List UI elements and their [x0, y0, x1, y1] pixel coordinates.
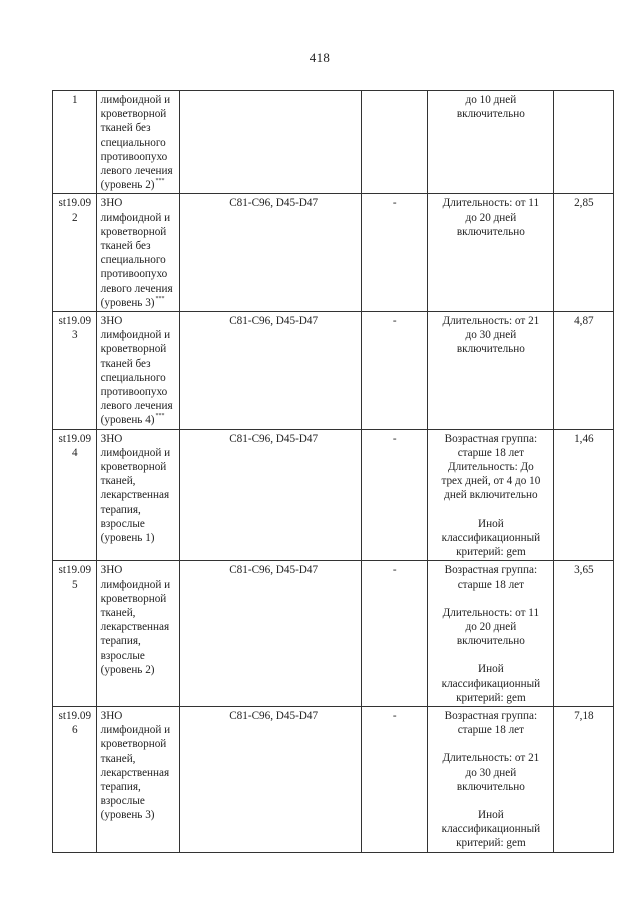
cell-other-criteria-line: классификационный	[441, 823, 541, 836]
cell-coefficient: 7,18	[553, 706, 613, 852]
footnote-mark: ***	[155, 178, 165, 185]
cell-other-criteria-line: Иной	[478, 663, 504, 676]
cell-code-line: 4	[72, 446, 78, 459]
cell-icd-codes: C81-C96, D45-D47	[179, 561, 361, 707]
cell-other-criteria-line: критерий: gem	[456, 837, 526, 850]
cell-name-line: специального	[100, 136, 166, 149]
cell-icd-codes	[179, 91, 361, 194]
cell-name-line: терапия,	[100, 780, 141, 793]
cell-name-line: кроветворной	[100, 108, 167, 121]
cell-extra-codes: -	[361, 706, 427, 852]
table-row	[53, 91, 614, 194]
cell-coefficient: 4,87	[553, 312, 613, 430]
cell-other-criteria-line: Длительность: от 21	[442, 752, 540, 765]
cell-code-line: st19.09	[58, 564, 92, 577]
cell-other-criteria-line: до 30 дней	[465, 329, 517, 342]
cell-name-line: ЗНО	[100, 315, 123, 328]
cell-other-criteria-line: критерий: gem	[456, 691, 526, 704]
cell-code-line: st19.09	[58, 432, 92, 445]
cell-other-criteria-line: классификационный	[441, 531, 541, 544]
cell-name-line: левого лечения	[100, 400, 173, 413]
table-row	[53, 706, 614, 852]
footnote-mark: ***	[155, 295, 165, 302]
cell-other-criteria	[428, 706, 554, 852]
cell-other-criteria-line: включительно	[456, 225, 525, 238]
cell-icd-codes: C81-C96, D45-D47	[179, 312, 361, 430]
cell-name-line: взрослые	[100, 649, 145, 662]
cell-name-line: взрослые	[100, 517, 145, 530]
cell-other-criteria-line: включительно	[456, 635, 525, 648]
cell-other-criteria-line: дней включительно	[444, 489, 538, 502]
cell-name-line: ЗНО	[100, 197, 123, 210]
cell-other-criteria-line: старше 18 лет	[457, 446, 525, 459]
cell-code	[53, 429, 97, 561]
cell-name-line: терапия,	[100, 503, 141, 516]
cell-other-criteria-line: до 30 дней	[465, 766, 517, 779]
cell-name-line: кроветворной	[100, 592, 167, 605]
cell-other-criteria-line: включительно	[456, 108, 525, 121]
cell-other-criteria-line: Длительность: от 11	[442, 606, 540, 619]
cell-coefficient: 3,65	[553, 561, 613, 707]
cell-code	[53, 91, 97, 194]
cell-icd-codes: C81-C96, D45-D47	[179, 194, 361, 312]
table-row	[53, 312, 614, 430]
cell-name-line: тканей,	[100, 752, 136, 765]
cell-extra-codes: -	[361, 194, 427, 312]
cell-code-line: 1	[72, 94, 78, 106]
cell-other-criteria	[428, 429, 554, 561]
cell-other-criteria-line: включительно	[456, 343, 525, 356]
cell-other-criteria-line: Возрастная группа:	[444, 432, 538, 445]
cell-other-criteria-line: до 10 дней	[465, 94, 517, 106]
cell-name-line: тканей без	[100, 122, 151, 135]
cell-other-criteria-line: Длительность: от 21	[442, 315, 540, 328]
cell-name-line: лимфоидной и	[100, 446, 171, 459]
cell-name-line: специального	[100, 254, 166, 267]
cell-name-line: (уровень 3)	[100, 809, 155, 822]
cell-name-line: кроветворной	[100, 343, 167, 356]
cell-name-line: лимфоидной и	[100, 724, 171, 737]
cell-name-line: (уровень 2)	[100, 663, 155, 676]
cell-coefficient	[553, 91, 613, 194]
cell-name-line: тканей без	[100, 240, 151, 253]
cell-extra-codes: -	[361, 561, 427, 707]
cell-coefficient: 1,46	[553, 429, 613, 561]
cell-other-criteria-line: Длительность: До	[448, 461, 534, 474]
table-row	[53, 429, 614, 561]
cell-name-line: терапия,	[100, 635, 141, 648]
cell-other-criteria-line: критерий: gem	[456, 546, 526, 559]
cell-other-criteria	[428, 312, 554, 430]
cell-code-line: st19.09	[58, 197, 92, 210]
cell-name-line: (уровень 4)***	[100, 413, 165, 427]
cell-name-line: лимфоидной и	[100, 329, 171, 342]
cell-code-line: 6	[72, 724, 78, 737]
cell-code-line: st19.09	[58, 315, 92, 328]
cell-name	[96, 429, 179, 561]
cell-code-line: st19.09	[58, 709, 92, 722]
cell-name-line: левого лечения	[100, 165, 173, 178]
cell-name-line: лимфоидной и	[100, 578, 171, 591]
table-row	[53, 194, 614, 312]
cell-code	[53, 312, 97, 430]
cell-name-line: (уровень 3)***	[100, 295, 165, 309]
cell-name-line: лекарственная	[100, 489, 170, 502]
cell-name-line: тканей без	[100, 357, 151, 370]
cell-other-criteria-line: трех дней, от 4 до 10	[441, 475, 541, 488]
footnote-mark: ***	[155, 413, 165, 420]
cell-other-criteria-line: Возрастная группа:	[444, 564, 538, 577]
cell-name-line: лекарственная	[100, 621, 170, 634]
cell-coefficient: 2,85	[553, 194, 613, 312]
cell-other-criteria-line: до 20 дней	[465, 620, 517, 633]
cell-icd-codes: C81-C96, D45-D47	[179, 429, 361, 561]
cell-name-line: (уровень 1)	[100, 532, 155, 545]
cell-name-line: левого лечения	[100, 282, 173, 295]
cell-name-line: ЗНО	[100, 564, 123, 577]
cell-other-criteria-line: Возрастная группа:	[444, 709, 538, 722]
cell-name-line: (уровень 2)***	[100, 178, 165, 192]
cell-name-line: противоопухо	[100, 268, 168, 281]
cell-other-criteria	[428, 561, 554, 707]
cell-name-line: кроветворной	[100, 225, 167, 238]
cell-code	[53, 706, 97, 852]
cell-code	[53, 561, 97, 707]
cell-name	[96, 91, 179, 194]
cell-name-line: ЗНО	[100, 709, 123, 722]
cell-other-criteria-line: включительно	[456, 780, 525, 793]
cell-other-criteria-line: старше 18 лет	[457, 724, 525, 737]
cell-name	[96, 706, 179, 852]
cell-name-line: ЗНО	[100, 432, 123, 445]
cell-code	[53, 194, 97, 312]
cell-name-line: противоопухо	[100, 150, 168, 163]
cell-name-line: лимфоидной и	[100, 211, 171, 224]
cell-name-line: противоопухо	[100, 386, 168, 399]
cell-name-line: кроветворной	[100, 738, 167, 751]
cell-name-line: специального	[100, 371, 166, 384]
cell-icd-codes: C81-C96, D45-D47	[179, 706, 361, 852]
cell-code-line: 3	[72, 329, 78, 342]
cell-name-line: взрослые	[100, 795, 145, 808]
cell-other-criteria-line: до 20 дней	[465, 211, 517, 224]
table-body	[53, 91, 614, 853]
page-number: 418	[309, 50, 331, 65]
kcg-table	[52, 90, 614, 853]
cell-other-criteria-line: старше 18 лет	[457, 578, 525, 591]
table-row	[53, 561, 614, 707]
cell-name-line: лимфоидной и	[100, 94, 171, 106]
cell-other-criteria-line: Иной	[478, 808, 504, 821]
cell-other-criteria-line: Длительность: от 11	[442, 197, 540, 210]
cell-name	[96, 561, 179, 707]
cell-code-line: 5	[72, 578, 78, 591]
cell-other-criteria	[428, 91, 554, 194]
cell-extra-codes	[361, 91, 427, 194]
cell-name	[96, 312, 179, 430]
cell-name-line: лекарственная	[100, 766, 170, 779]
cell-name-line: кроветворной	[100, 461, 167, 474]
cell-extra-codes: -	[361, 429, 427, 561]
cell-other-criteria	[428, 194, 554, 312]
cell-other-criteria-line: Иной	[478, 517, 504, 530]
cell-code-line: 2	[72, 211, 78, 224]
cell-name	[96, 194, 179, 312]
cell-extra-codes: -	[361, 312, 427, 430]
cell-name-line: тканей,	[100, 606, 136, 619]
cell-name-line: тканей,	[100, 475, 136, 488]
cell-other-criteria-line: классификационный	[441, 677, 541, 690]
